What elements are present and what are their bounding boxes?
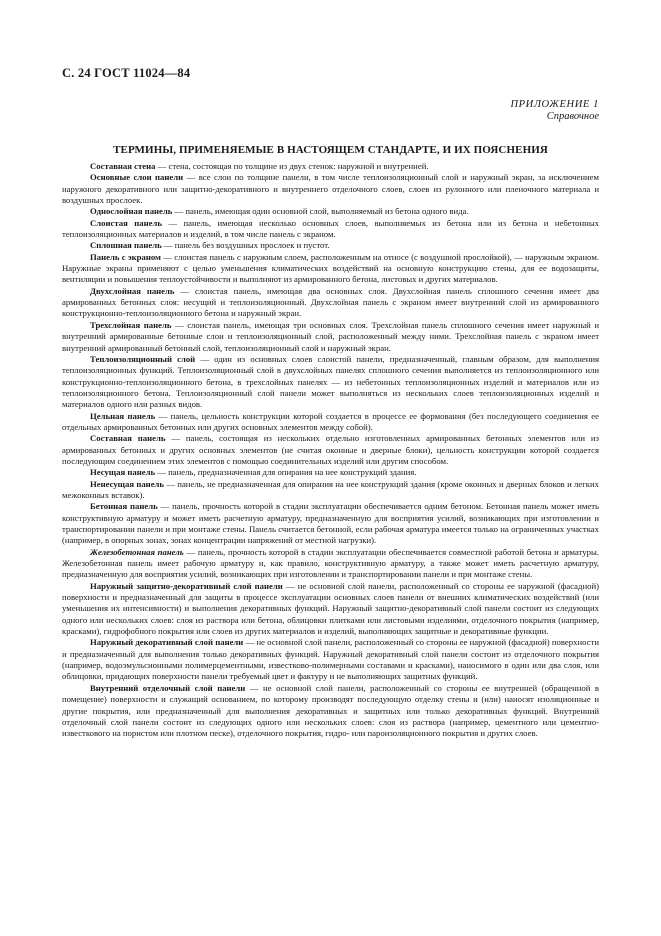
- term-definition: — панель, не предназначенная для опирания на нее конструкций здания (кроме оконных и дверных блоков и легких межоконных вставок).: [62, 478, 599, 500]
- term-entry: [62, 252, 599, 286]
- term-entry: [62, 240, 599, 251]
- appendix-subtitle: Справочное: [546, 110, 599, 122]
- running-header: С. 24 ГОСТ 11024—84: [62, 66, 191, 80]
- term-entry: [62, 286, 599, 320]
- term-definition: — слоистая панель с наружным слоем, расположенным на относе (с воздушной прослойкой), — наружным экраном. Наружные экраны применяют с целью уменьшения климатических воздействий на основную конструкцию стены, для ее водозащиты, вентиляции и повышения теплоустойчивости и выполняют из армированного бетона, листовых и других материалов.: [62, 251, 599, 285]
- term-name: Цельная панель: [90, 410, 156, 421]
- term-definition: — панель, состоящая из нескольких отдельно изготовленных армированных бетонных элементов или из армированных бетонных и других основных элементов (не считая оконные и дверные блоки), цельность конструкции которой создается последующим соединением этих элементов с помощью соединительных изделий или другим способом.: [62, 433, 599, 466]
- term-definition: — стена, состоящая по толщине из двух стенок: наружной и внутренней.: [155, 161, 429, 171]
- term-entry: [62, 479, 599, 502]
- appendix-title: ПРИЛОЖЕНИЕ 1: [510, 99, 599, 110]
- term-definition: — панель, имеющая один основной слой, выполняемый из бетона одного вида.: [172, 206, 469, 217]
- term-entry: [62, 683, 599, 740]
- appendix-label: [510, 99, 599, 122]
- term-name: Несущая панель: [90, 467, 156, 478]
- term-definition: — не основной слой панели, расположенный со стороны ее внутренней (обращенной в помещение) поверхности и служащий основанием, по которому производят последующую отделку стены и (или) наносят изоляционные и другие покрытия, или предназначенный для выполнения декоративных и защитных или только декоративных функций. Внутренний отделочный слой панели состоит из следующих одного или нескольких слоев: слоя из раствора (например, цементного или цементно-известкового на пористом или плотном песке), отделочного покрытия, гидро- или пароизоляционного покрытия и других слоев.: [62, 682, 599, 739]
- term-entry: [62, 547, 599, 581]
- term-definition: — слоистая панель, имеющая три основных слоя. Трехслойная панель сплошного сечения имеет наружный и внутренний армированные бетонные слои и теплоизоляционный слой, расположенный между ними. Трехслойная панель с экраном имеет внутренний армированный бетонный слой, теплоизоляционный слой и наружный экран.: [62, 319, 599, 353]
- term-name: Составная панель: [90, 433, 166, 444]
- term-entry: [62, 581, 599, 638]
- term-name: Трехслойная панель: [90, 319, 172, 330]
- term-entry: [62, 354, 599, 411]
- term-definition: — один из основных слоев слоистой панели, предназначенный, главным образом, для выполнения теплоизоляционных функций. Теплоизоляционный слой в двухслойных панелях сплошного сечения выполняется из теплоизоляционного или конструкционно-теплоизоляционного бетона, в трехслойных панелях — из небетонных теплоизоляционных изделий и материалов или из теплоизоляционного бетона. Теплоизоляционный слой панели может выполняться из нескольких слоев теплоизоляционных изделий и материалов одного или разных видов.: [62, 353, 599, 410]
- term-name: Ненесущая панель: [90, 478, 165, 489]
- term-entry: [62, 206, 599, 217]
- term-definition: — панель, прочность которой в стадии эксплуатации обеспечивается одним бетоном. Бетонная панель может иметь конструктивную арматуру и может иметь расчетную арматуру, предназначенную для восприятия усилий, возникающих при изготовлении и транспортировании панели и при монтаже стены. Панель считается бетонной, если рабочая арматура имеется только на ограниченных участках (например, в опорных зонах, зонах концентрации напряжений от местной нагрузки).: [62, 501, 599, 546]
- term-name: Двухслойная панель: [90, 285, 175, 296]
- term-name: Внутренний отделочный слой панели: [90, 682, 246, 693]
- term-definition: — слоистая панель, имеющая два основных слоя. Двухслойная панель сплошного сечения имеет два армированных бетонных слоя: несущий и теплоизоляционный. Двухслойная панель с экраном имеет внутренний слой из армированного конструкционно-теплоизоляционного бетона и наружный экран.: [62, 285, 599, 319]
- term-name: Теплоизоляционный слой: [90, 353, 196, 364]
- term-definition: — не основной слой панели, расположенный со стороны ее наружной (фасадной) поверхности и предназначенный для выполнения только декоративных функций. Наружный декоративный слой панели состоит из отделочного покрытия (например, водоэмульсионными полимерцементными, известково-полимерными составами и красками), наносимого в один или два слоя, или облицовки, придающих поверхности панели требуемый цвет и фактуру и не выполняющих защитных функций.: [62, 637, 599, 682]
- section-title: ТЕРМИНЫ, ПРИМЕНЯЕМЫЕ В НАСТОЯЩЕМ СТАНДАРТЕ, И ИХ ПОЯСНЕНИЯ: [113, 144, 548, 156]
- term-entry: [62, 320, 599, 354]
- term-definition: — все слои по толщине панели, в том числе теплоизоляционный слой и наружный экран, за исключением наружного декоративного или защитно-декоративного и внутреннего отделочного слоев, слоев из рулонного или пленочного материала и воздушных прослоек.: [62, 172, 599, 206]
- term-definition: — панель, прочность которой в стадии эксплуатации обеспечивается совместной работой бетона и арматуры. Железобетонная панель имеет рабочую арматуру и, как правило, конструктивную арматуру, а также может иметь расчетную арматуру, предназначенную для восприятия усилий, возникающих при изготовлении и транспортировании панели и при монтаже стены.: [62, 546, 599, 580]
- term-definition: — панель, предназначенная для опирания на нее конструкций здания.: [155, 467, 417, 478]
- term-entry: [62, 637, 599, 682]
- term-name: Составная стена: [90, 161, 156, 171]
- term-entry: [62, 411, 599, 434]
- terms-list: [62, 161, 599, 740]
- term-name: Наружный декоративный слой панели: [90, 637, 244, 648]
- term-definition: — не основной слой панели, расположенный со стороны ее наружной (фасадной) поверхности и предназначенный для защиты в процессе эксплуатации основных слоев панели от внешних климатических воздействий (или уменьшения их интенсивности) и выполнения декоративных функций. Наружный защитно-декоративный слой панели состоит из следующих одного или нескольких слоев: слоя из раствора или бетона, облицовки плитками или листовыми изделиями, отделочного покрытия (например, красками), гидрофобного покрытия или слоев из других материалов и изделий, выполняющих защитные и декоративные функции.: [62, 580, 599, 637]
- term-entry: [62, 218, 599, 241]
- term-entry: [62, 161, 599, 172]
- term-name: Железобетонная панель: [90, 546, 184, 557]
- term-name: Панель с экраном: [90, 251, 161, 262]
- term-definition: — панель без воздушных прослоек и пустот.: [161, 240, 330, 251]
- term-name: Однослойная панель: [90, 206, 173, 217]
- term-definition: — панель, имеющая несколько основных слоев, выполняемых из бетона или из бетона и небетонных теплоизоляционных материалов и изделий, в том числе панель с экраном.: [62, 217, 600, 240]
- term-name: Слоистая панель: [90, 217, 162, 228]
- term-entry: [62, 467, 599, 478]
- term-entry: [62, 172, 599, 206]
- term-entry: [62, 501, 599, 546]
- term-name: Бетонная панель: [90, 501, 158, 512]
- term-name: Сплошная панель: [90, 240, 162, 251]
- term-definition: — панель, цельность конструкции которой создается в процессе ее формования (без последующего соединения ее отдельных армированных бетонных или других основных элементов между собой).: [62, 410, 599, 432]
- term-entry: [62, 433, 599, 467]
- term-name: Основные слои панели: [90, 172, 184, 183]
- term-name: Наружный защитно-декоративный слой панели: [90, 580, 283, 591]
